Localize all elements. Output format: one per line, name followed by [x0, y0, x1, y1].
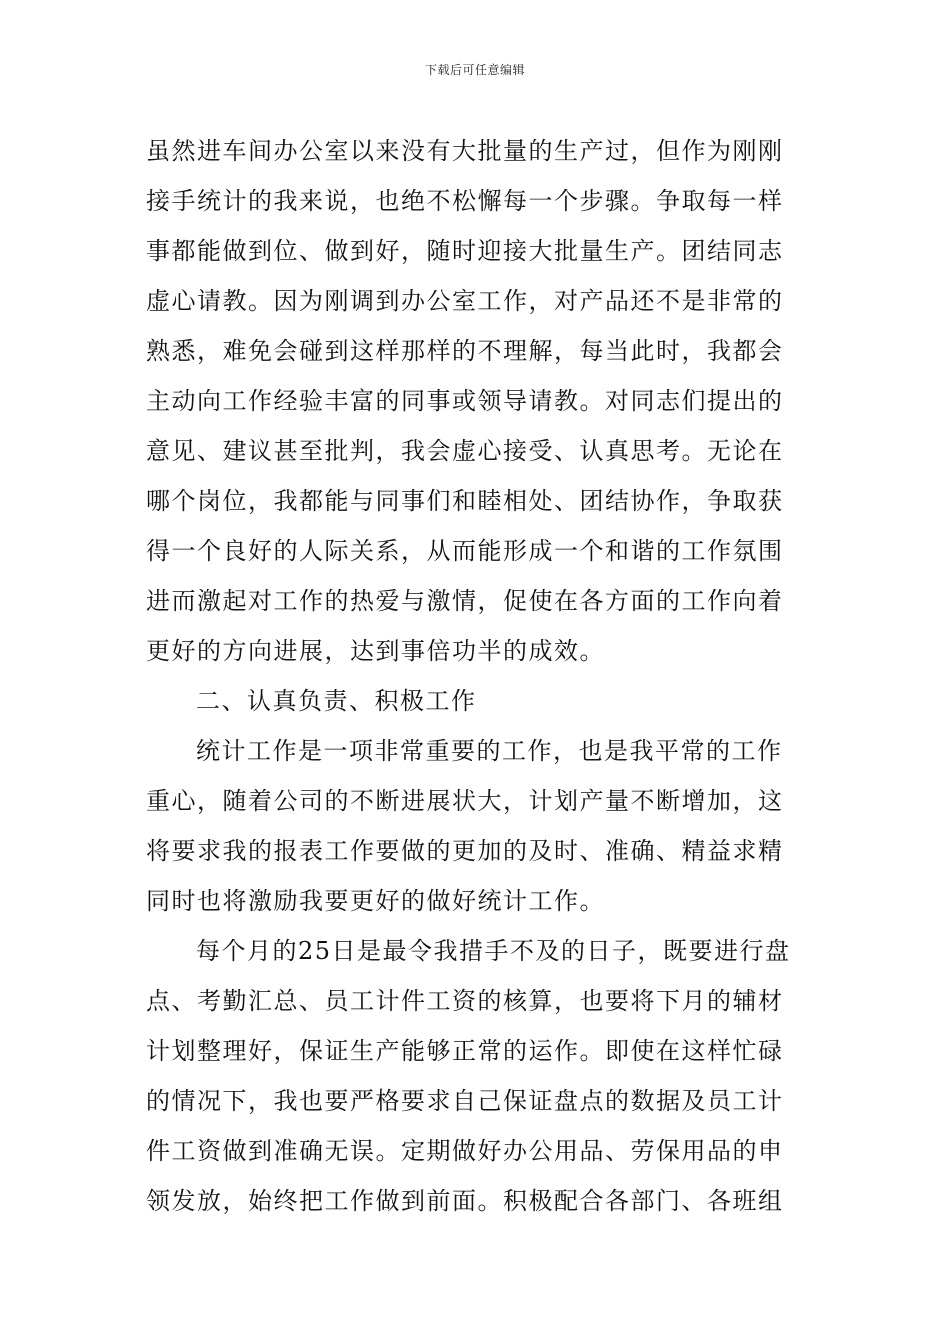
text-line: 接手统计的我来说，也绝不松懈每一个步骤。争取每一样 — [146, 187, 784, 215]
text-line: 的情况下，我也要严格要求自己保证盘点的数据及员工计 — [146, 1087, 784, 1115]
text-line: 件工资做到准确无误。定期做好办公用品、劳保用品的申 — [146, 1137, 784, 1165]
text-line: 虽然进车间办公室以来没有大批量的生产过，但作为刚刚 — [146, 137, 784, 165]
text-line: 同时也将激励我要更好的做好统计工作。 — [146, 887, 605, 915]
text-line: 将要求我的报表工作要做的更加的及时、准确、精益求精 — [146, 837, 784, 865]
text-line: 主动向工作经验丰富的同事或领导请教。对同志们提出的 — [146, 387, 784, 415]
text-line: 熟悉，难免会碰到这样那样的不理解，每当此时，我都会 — [146, 337, 784, 365]
page-header-note: 下载后可任意编辑 — [424, 63, 525, 77]
text-line: 重心，随着公司的不断进展状大，计划产量不断增加，这 — [146, 787, 784, 815]
text-line: 意见、建议甚至批判，我会虚心接受、认真思考。无论在 — [146, 437, 784, 465]
text-line: 虚心请教。因为刚调到办公室工作，对产品还不是非常的 — [146, 287, 784, 315]
text-line: 点、考勤汇总、员工计件工资的核算，也要将下月的辅材 — [146, 987, 784, 1015]
text-line: 得一个良好的人际关系，从而能形成一个和谐的工作氛围 — [146, 537, 784, 565]
text-line: 进而激起对工作的热爱与激情，促使在各方面的工作向着 — [146, 587, 784, 615]
document-body — [146, 126, 806, 1226]
text-line: 领发放，始终把工作做到前面。积极配合各部门、各班组 — [146, 1187, 784, 1215]
text-line: 事都能做到位、做到好，随时迎接大批量生产。团结同志 — [146, 237, 784, 265]
paragraph-first-line: 每个月的25日是最令我措手不及的日子，既要进行盘 — [196, 937, 791, 965]
section-heading: 二、认真负责、积极工作 — [196, 687, 477, 715]
text-line: 更好的方向进展，达到事倍功半的成效。 — [146, 637, 605, 665]
paragraph-first-line: 统计工作是一项非常重要的工作，也是我平常的工作 — [196, 737, 783, 765]
text-line: 计划整理好，保证生产能够正常的运作。即使在这样忙碌 — [146, 1037, 784, 1065]
text-line: 哪个岗位，我都能与同事们和睦相处、团结协作，争取获 — [146, 487, 784, 515]
